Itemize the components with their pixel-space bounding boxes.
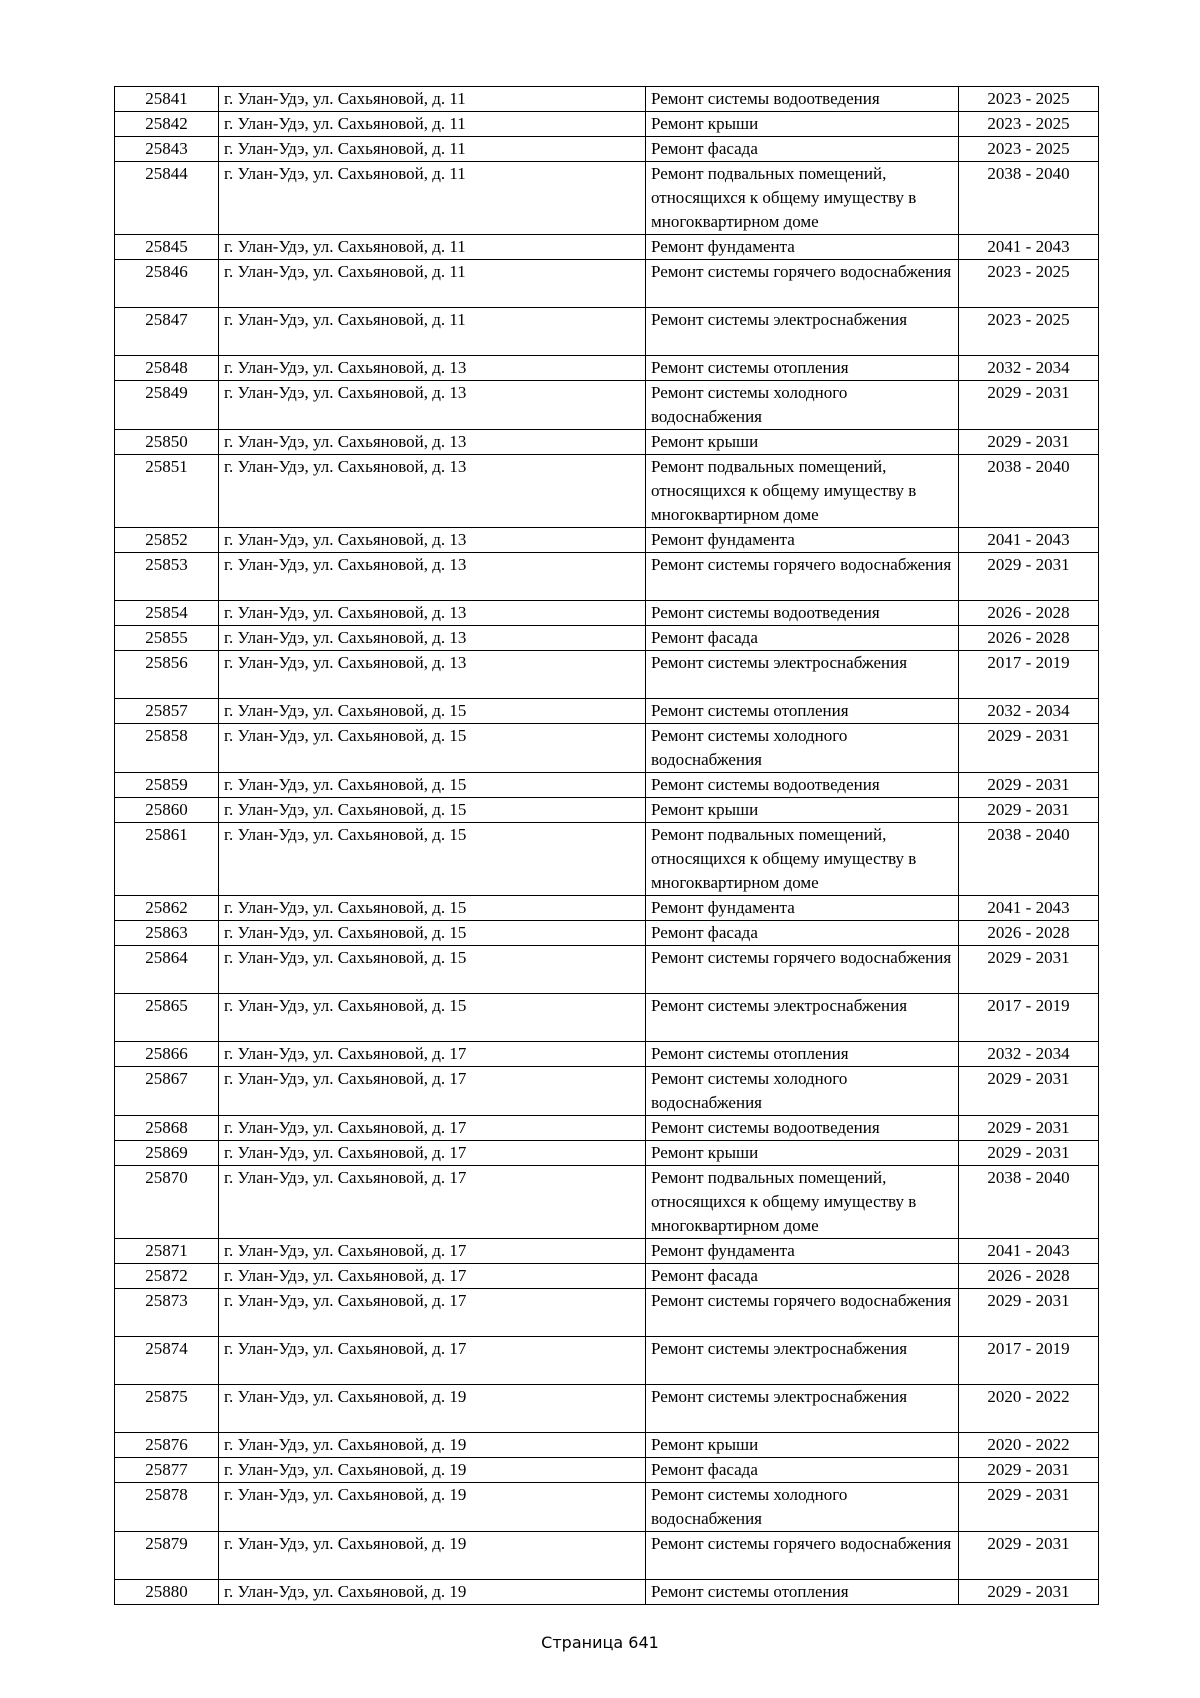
period-cell: 2029 - 2031: [959, 1116, 1099, 1141]
period-cell: 2029 - 2031: [959, 1532, 1099, 1580]
address-cell: г. Улан-Удэ, ул. Сахьяновой, д. 17: [219, 1337, 646, 1385]
address-cell: г. Улан-Удэ, ул. Сахьяновой, д. 19: [219, 1580, 646, 1605]
work-type-cell: Ремонт системы отопления: [646, 1042, 959, 1067]
period-cell: 2023 - 2025: [959, 87, 1099, 112]
work-type-cell: Ремонт системы горячего водоснабжения: [646, 946, 959, 994]
period-cell: 2029 - 2031: [959, 946, 1099, 994]
address-cell: г. Улан-Удэ, ул. Сахьяновой, д. 15: [219, 896, 646, 921]
work-type-cell: Ремонт системы водоотведения: [646, 87, 959, 112]
table-row: [115, 651, 1099, 699]
period-cell: 2029 - 2031: [959, 1458, 1099, 1483]
period-cell: 2023 - 2025: [959, 308, 1099, 356]
period-cell: 2029 - 2031: [959, 798, 1099, 823]
repair-schedule-table: [114, 86, 1099, 1605]
work-type-cell: Ремонт системы холодного водоснабжения: [646, 381, 959, 430]
table-row: [115, 798, 1099, 823]
address-cell: г. Улан-Удэ, ул. Сахьяновой, д. 11: [219, 137, 646, 162]
period-cell: 2020 - 2022: [959, 1433, 1099, 1458]
table-row: [115, 137, 1099, 162]
row-number-cell: 25841: [115, 87, 219, 112]
work-type-cell: Ремонт подвальных помещений, относящихся к общему имуществу в многоквартирном доме: [646, 162, 959, 235]
row-number-cell: 25879: [115, 1532, 219, 1580]
work-type-cell: Ремонт крыши: [646, 430, 959, 455]
work-type-cell: Ремонт фасада: [646, 1264, 959, 1289]
row-number-cell: 25859: [115, 773, 219, 798]
row-number-cell: 25878: [115, 1483, 219, 1532]
period-cell: 2029 - 2031: [959, 1483, 1099, 1532]
period-cell: 2023 - 2025: [959, 112, 1099, 137]
period-cell: 2026 - 2028: [959, 601, 1099, 626]
table-row: [115, 699, 1099, 724]
period-cell: 2029 - 2031: [959, 724, 1099, 773]
row-number-cell: 25856: [115, 651, 219, 699]
row-number-cell: 25861: [115, 823, 219, 896]
address-cell: г. Улан-Удэ, ул. Сахьяновой, д. 15: [219, 994, 646, 1042]
row-number-cell: 25855: [115, 626, 219, 651]
address-cell: г. Улан-Удэ, ул. Сахьяновой, д. 13: [219, 626, 646, 651]
work-type-cell: Ремонт крыши: [646, 798, 959, 823]
table-row: [115, 260, 1099, 308]
table-row: [115, 1458, 1099, 1483]
period-cell: 2029 - 2031: [959, 381, 1099, 430]
table-row: [115, 1337, 1099, 1385]
address-cell: г. Улан-Удэ, ул. Сахьяновой, д. 15: [219, 699, 646, 724]
table-row: [115, 1239, 1099, 1264]
address-cell: г. Улан-Удэ, ул. Сахьяновой, д. 13: [219, 528, 646, 553]
work-type-cell: Ремонт фундамента: [646, 528, 959, 553]
period-cell: 2020 - 2022: [959, 1385, 1099, 1433]
work-type-cell: Ремонт фасада: [646, 626, 959, 651]
row-number-cell: 25874: [115, 1337, 219, 1385]
work-type-cell: Ремонт системы электроснабжения: [646, 994, 959, 1042]
row-number-cell: 25872: [115, 1264, 219, 1289]
row-number-cell: 25862: [115, 896, 219, 921]
row-number-cell: 25867: [115, 1067, 219, 1116]
table-row: [115, 1433, 1099, 1458]
row-number-cell: 25850: [115, 430, 219, 455]
address-cell: г. Улан-Удэ, ул. Сахьяновой, д. 15: [219, 724, 646, 773]
period-cell: 2032 - 2034: [959, 356, 1099, 381]
work-type-cell: Ремонт подвальных помещений, относящихся к общему имуществу в многоквартирном доме: [646, 823, 959, 896]
period-cell: 2041 - 2043: [959, 1239, 1099, 1264]
table-row: [115, 356, 1099, 381]
work-type-cell: Ремонт системы электроснабжения: [646, 651, 959, 699]
work-type-cell: Ремонт системы горячего водоснабжения: [646, 1289, 959, 1337]
row-number-cell: 25875: [115, 1385, 219, 1433]
table-row: [115, 381, 1099, 430]
period-cell: 2029 - 2031: [959, 1067, 1099, 1116]
address-cell: г. Улан-Удэ, ул. Сахьяновой, д. 17: [219, 1289, 646, 1337]
address-cell: г. Улан-Удэ, ул. Сахьяновой, д. 11: [219, 260, 646, 308]
address-cell: г. Улан-Удэ, ул. Сахьяновой, д. 19: [219, 1458, 646, 1483]
table-row: [115, 921, 1099, 946]
period-cell: 2041 - 2043: [959, 528, 1099, 553]
address-cell: г. Улан-Удэ, ул. Сахьяновой, д. 13: [219, 601, 646, 626]
address-cell: г. Улан-Удэ, ул. Сахьяновой, д. 13: [219, 356, 646, 381]
table-row: [115, 1385, 1099, 1433]
period-cell: 2038 - 2040: [959, 162, 1099, 235]
period-cell: 2038 - 2040: [959, 823, 1099, 896]
address-cell: г. Улан-Удэ, ул. Сахьяновой, д. 17: [219, 1239, 646, 1264]
row-number-cell: 25843: [115, 137, 219, 162]
work-type-cell: Ремонт системы водоотведения: [646, 773, 959, 798]
address-cell: г. Улан-Удэ, ул. Сахьяновой, д. 17: [219, 1264, 646, 1289]
address-cell: г. Улан-Удэ, ул. Сахьяновой, д. 13: [219, 455, 646, 528]
row-number-cell: 25857: [115, 699, 219, 724]
address-cell: г. Улан-Удэ, ул. Сахьяновой, д. 19: [219, 1385, 646, 1433]
table-row: [115, 601, 1099, 626]
work-type-cell: Ремонт системы отопления: [646, 1580, 959, 1605]
table-row: [115, 162, 1099, 235]
table-row: [115, 455, 1099, 528]
address-cell: г. Улан-Удэ, ул. Сахьяновой, д. 11: [219, 308, 646, 356]
row-number-cell: 25842: [115, 112, 219, 137]
row-number-cell: 25860: [115, 798, 219, 823]
address-cell: г. Улан-Удэ, ул. Сахьяновой, д. 11: [219, 112, 646, 137]
period-cell: 2029 - 2031: [959, 1289, 1099, 1337]
table-row: [115, 1116, 1099, 1141]
address-cell: г. Улан-Удэ, ул. Сахьяновой, д. 15: [219, 823, 646, 896]
address-cell: г. Улан-Удэ, ул. Сахьяновой, д. 15: [219, 773, 646, 798]
work-type-cell: Ремонт системы горячего водоснабжения: [646, 260, 959, 308]
table-row: [115, 626, 1099, 651]
work-type-cell: Ремонт подвальных помещений, относящихся к общему имуществу в многоквартирном доме: [646, 1166, 959, 1239]
row-number-cell: 25846: [115, 260, 219, 308]
table-row: [115, 1483, 1099, 1532]
address-cell: г. Улан-Удэ, ул. Сахьяновой, д. 17: [219, 1141, 646, 1166]
table-row: [115, 112, 1099, 137]
period-cell: 2032 - 2034: [959, 699, 1099, 724]
table-body: [115, 87, 1099, 1605]
period-cell: 2041 - 2043: [959, 896, 1099, 921]
work-type-cell: Ремонт фасада: [646, 1458, 959, 1483]
work-type-cell: Ремонт системы холодного водоснабжения: [646, 724, 959, 773]
work-type-cell: Ремонт крыши: [646, 1433, 959, 1458]
work-type-cell: Ремонт системы горячего водоснабжения: [646, 1532, 959, 1580]
work-type-cell: Ремонт фундамента: [646, 1239, 959, 1264]
table-row: [115, 1532, 1099, 1580]
address-cell: г. Улан-Удэ, ул. Сахьяновой, д. 19: [219, 1433, 646, 1458]
row-number-cell: 25864: [115, 946, 219, 994]
work-type-cell: Ремонт фундамента: [646, 235, 959, 260]
address-cell: г. Улан-Удэ, ул. Сахьяновой, д. 15: [219, 946, 646, 994]
table-row: [115, 528, 1099, 553]
table-row: [115, 1166, 1099, 1239]
table-row: [115, 773, 1099, 798]
work-type-cell: Ремонт системы отопления: [646, 356, 959, 381]
work-type-cell: Ремонт фундамента: [646, 896, 959, 921]
page-number: Страница 641: [541, 1633, 659, 1652]
address-cell: г. Улан-Удэ, ул. Сахьяновой, д. 19: [219, 1532, 646, 1580]
address-cell: г. Улан-Удэ, ул. Сахьяновой, д. 15: [219, 798, 646, 823]
work-type-cell: Ремонт системы водоотведения: [646, 1116, 959, 1141]
period-cell: 2017 - 2019: [959, 994, 1099, 1042]
work-type-cell: Ремонт системы холодного водоснабжения: [646, 1483, 959, 1532]
period-cell: 2038 - 2040: [959, 455, 1099, 528]
address-cell: г. Улан-Удэ, ул. Сахьяновой, д. 17: [219, 1067, 646, 1116]
row-number-cell: 25880: [115, 1580, 219, 1605]
period-cell: 2026 - 2028: [959, 1264, 1099, 1289]
table-row: [115, 724, 1099, 773]
period-cell: 2029 - 2031: [959, 773, 1099, 798]
work-type-cell: Ремонт системы электроснабжения: [646, 1337, 959, 1385]
address-cell: г. Улан-Удэ, ул. Сахьяновой, д. 13: [219, 553, 646, 601]
row-number-cell: 25877: [115, 1458, 219, 1483]
work-type-cell: Ремонт системы отопления: [646, 699, 959, 724]
address-cell: г. Улан-Удэ, ул. Сахьяновой, д. 19: [219, 1483, 646, 1532]
table-row: [115, 1141, 1099, 1166]
row-number-cell: 25870: [115, 1166, 219, 1239]
table-row: [115, 87, 1099, 112]
table-row: [115, 946, 1099, 994]
address-cell: г. Улан-Удэ, ул. Сахьяновой, д. 11: [219, 235, 646, 260]
row-number-cell: 25858: [115, 724, 219, 773]
table-row: [115, 896, 1099, 921]
work-type-cell: Ремонт фасада: [646, 137, 959, 162]
row-number-cell: 25876: [115, 1433, 219, 1458]
table-row: [115, 308, 1099, 356]
work-type-cell: Ремонт крыши: [646, 1141, 959, 1166]
row-number-cell: 25851: [115, 455, 219, 528]
table-row: [115, 1042, 1099, 1067]
table-row: [115, 1067, 1099, 1116]
address-cell: г. Улан-Удэ, ул. Сахьяновой, д. 13: [219, 430, 646, 455]
row-number-cell: 25852: [115, 528, 219, 553]
work-type-cell: Ремонт крыши: [646, 112, 959, 137]
address-cell: г. Улан-Удэ, ул. Сахьяновой, д. 11: [219, 162, 646, 235]
period-cell: 2029 - 2031: [959, 430, 1099, 455]
table-row: [115, 430, 1099, 455]
period-cell: 2017 - 2019: [959, 651, 1099, 699]
period-cell: 2029 - 2031: [959, 553, 1099, 601]
table-row: [115, 1580, 1099, 1605]
table-row: [115, 1264, 1099, 1289]
row-number-cell: 25866: [115, 1042, 219, 1067]
work-type-cell: Ремонт системы холодного водоснабжения: [646, 1067, 959, 1116]
table-row: [115, 823, 1099, 896]
row-number-cell: 25853: [115, 553, 219, 601]
row-number-cell: 25868: [115, 1116, 219, 1141]
period-cell: 2029 - 2031: [959, 1580, 1099, 1605]
address-cell: г. Улан-Удэ, ул. Сахьяновой, д. 11: [219, 87, 646, 112]
row-number-cell: 25854: [115, 601, 219, 626]
work-type-cell: Ремонт системы электроснабжения: [646, 308, 959, 356]
work-type-cell: Ремонт подвальных помещений, относящихся к общему имуществу в многоквартирном доме: [646, 455, 959, 528]
address-cell: г. Улан-Удэ, ул. Сахьяновой, д. 17: [219, 1042, 646, 1067]
row-number-cell: 25849: [115, 381, 219, 430]
period-cell: 2041 - 2043: [959, 235, 1099, 260]
row-number-cell: 25873: [115, 1289, 219, 1337]
row-number-cell: 25847: [115, 308, 219, 356]
table-row: [115, 994, 1099, 1042]
work-type-cell: Ремонт фасада: [646, 921, 959, 946]
work-type-cell: Ремонт системы горячего водоснабжения: [646, 553, 959, 601]
row-number-cell: 25865: [115, 994, 219, 1042]
row-number-cell: 25863: [115, 921, 219, 946]
address-cell: г. Улан-Удэ, ул. Сахьяновой, д. 13: [219, 651, 646, 699]
period-cell: 2026 - 2028: [959, 626, 1099, 651]
table-row: [115, 235, 1099, 260]
table-row: [115, 553, 1099, 601]
address-cell: г. Улан-Удэ, ул. Сахьяновой, д. 17: [219, 1166, 646, 1239]
row-number-cell: 25871: [115, 1239, 219, 1264]
row-number-cell: 25845: [115, 235, 219, 260]
period-cell: 2023 - 2025: [959, 137, 1099, 162]
address-cell: г. Улан-Удэ, ул. Сахьяновой, д. 15: [219, 921, 646, 946]
work-type-cell: Ремонт системы водоотведения: [646, 601, 959, 626]
row-number-cell: 25844: [115, 162, 219, 235]
work-type-cell: Ремонт системы электроснабжения: [646, 1385, 959, 1433]
period-cell: 2032 - 2034: [959, 1042, 1099, 1067]
period-cell: 2038 - 2040: [959, 1166, 1099, 1239]
row-number-cell: 25848: [115, 356, 219, 381]
period-cell: 2026 - 2028: [959, 921, 1099, 946]
table-row: [115, 1289, 1099, 1337]
period-cell: 2017 - 2019: [959, 1337, 1099, 1385]
row-number-cell: 25869: [115, 1141, 219, 1166]
period-cell: 2029 - 2031: [959, 1141, 1099, 1166]
address-cell: г. Улан-Удэ, ул. Сахьяновой, д. 17: [219, 1116, 646, 1141]
address-cell: г. Улан-Удэ, ул. Сахьяновой, д. 13: [219, 381, 646, 430]
period-cell: 2023 - 2025: [959, 260, 1099, 308]
